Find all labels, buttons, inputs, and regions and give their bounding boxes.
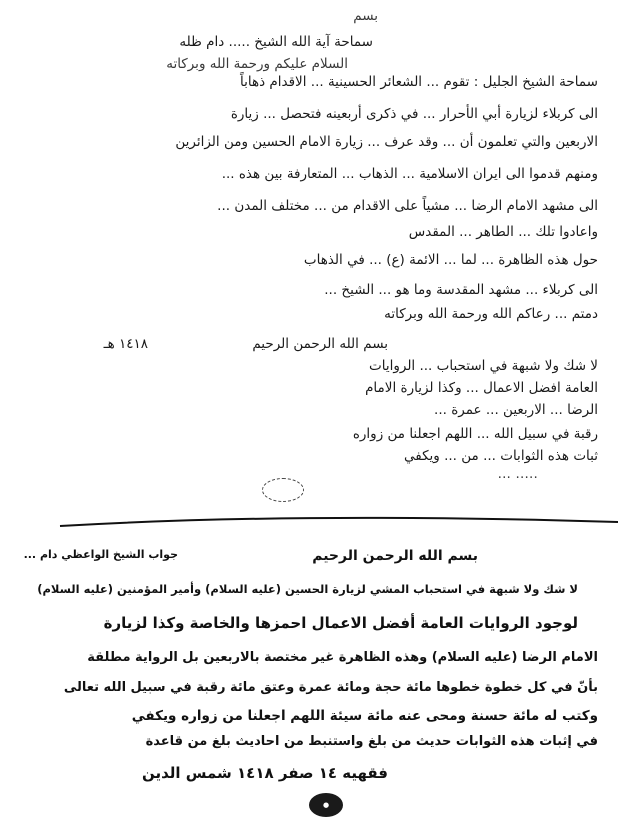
letter-heading-1: بسم	[353, 8, 378, 24]
reply-line: بأنّ في كل خطوة خطوها مائة حجة ومائة عمرة وعتق مائة رقبة في سبيل الله تعالى	[63, 680, 598, 695]
reply-line: لوجود الروايات العامة أفضل الاعمال احمزها والخاصة وكذا لزيارة	[103, 614, 578, 632]
answer-body-line: العامة افضل الاعمال ... وكذا لزيارة الامام	[365, 380, 598, 396]
reply-line: وكتب له مائة حسنة ومحى عنه مائة سيئة اللهم اجعلنا من زواره ويكفي	[131, 708, 598, 724]
letter-body-line: واعادوا تلك ... الطاهر ... المقدس	[408, 224, 598, 240]
letter-body-line: الى مشهد الامام الرضا ... مشياً على الاقدام من ... مختلف المدن ...	[217, 198, 598, 214]
reply-line: الامام الرضا (عليه السلام) وهذه الظاهرة غير مختصة بالاربعين بل الرواية مطلقة	[87, 650, 598, 665]
answer-body-line: رقبة في سبيل الله ... اللهم اجعلنا من زواره	[352, 426, 598, 442]
answer-basmala: بسم الله الرحمن الرحيم	[252, 336, 388, 352]
answer-body-line: ..... ...	[497, 466, 538, 482]
letter-body-line: الاربعين والتي تعلمون أن ... وقد عرف ... زيارة الامام الحسين ومن الزائرين	[175, 134, 598, 150]
reply-header: جواب الشيخ الواعظي دام ...	[23, 548, 178, 561]
letter-body-line: الى كربلاء لزيارة أبي الأحرار ... في ذكرى أربعينه فتحصل ... زيارة	[230, 106, 598, 122]
reply-line: فقهيه ١٤ صفر ١٤١٨ شمس الدين	[141, 764, 388, 782]
answer-body-line: الرضا ... الاربعين ... عمرة ...	[434, 402, 598, 418]
answer-body-line: ثبات هذه الثوابات ... من ... ويكفي	[404, 448, 598, 464]
letter-body-line: ومنهم قدموا الى ايران الاسلامية ... الذهاب ... المتعارفة بين هذه ...	[221, 166, 598, 182]
stamp-seal: ●	[309, 793, 343, 817]
reply-line: في إثبات هذه الثوابات حديث من بلغ واستنبط من احاديث بلغ من قاعدة	[145, 734, 598, 749]
letter-heading-2: سماحة آية الله الشيخ ..... دام ظله	[179, 34, 373, 50]
answer-date: ١٤١٨ هـ	[103, 336, 148, 352]
reply-line: لا شك ولا شبهة في استحباب المشي لزيارة الحسين (عليه السلام) وأمير المؤمنين (عليه السلام)	[37, 582, 578, 596]
letter-body-line: سماحة الشيخ الجليل : تقوم ... الشعائر الحسينية ... الاقدام ذهاباً	[239, 74, 598, 90]
letter-body-line: الى كربلاء ... مشهد المقدسة وما هو ... الشيخ ...	[324, 282, 598, 298]
reply-basmala: بسم الله الرحمن الرحيم	[312, 548, 478, 564]
letter-heading-3: السلام عليكم ورحمة الله وبركاته	[166, 56, 348, 72]
letter-body-line: حول هذه الظاهرة ... لما ... الائمة (ع) ... في الذهاب	[303, 252, 598, 268]
letter-body-line: دمتم ... رعاكم الله ورحمة الله وبركاته	[384, 306, 598, 322]
answer-body-line: لا شك ولا شبهة في استحباب ... الروايات	[369, 358, 598, 374]
